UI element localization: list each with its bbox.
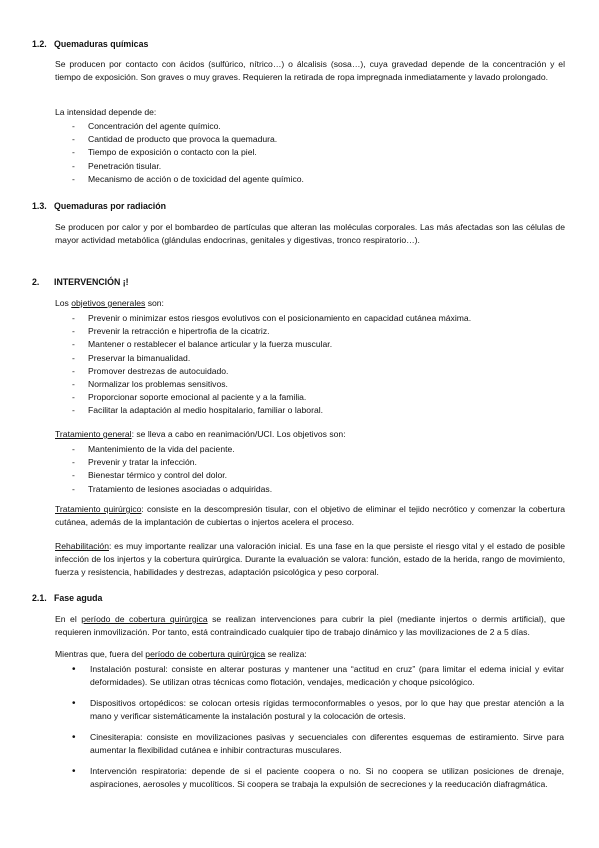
list-item: - Normalizar los problemas sensitivos.	[72, 378, 552, 391]
list-item: • Intervención respiratoria: depende de si el paciente coopera o no. Si no coopera se utilizan posiciones de drenaje, aspiraciones, aerosoles y mucolíticos. Si coopera se trabaja la expulsión de secreciones y la reeducación diafragmática.	[72, 765, 564, 791]
list-item: - Mantenimiento de la vida del paciente.	[72, 443, 552, 456]
list-item: - Mantener o restablecer el balance articular y la fuerza muscular.	[72, 338, 552, 351]
list-item: - Prevenir la retracción e hipertrofia de la cicatriz.	[72, 325, 552, 338]
section-number: 2.1.	[32, 593, 47, 603]
section-heading-1-2	[32, 38, 148, 51]
list-item: - Mecanismo de acción o de toxicidad del agente químico.	[72, 173, 552, 186]
list-item: - Preservar la bimanualidad.	[72, 352, 552, 365]
list-item: • Instalación postural: consiste en alterar posturas y mantener una “actitud en cruz” (para limitar el edema inicial y evitar deformidades). Se utilizan otras técnicas como flotación, vendajes, medicación y choque psicológico.	[72, 663, 564, 689]
section-heading-1-3	[32, 200, 166, 213]
general-treatment-term: Tratamiento general	[55, 429, 132, 439]
section-number: 2.	[32, 277, 40, 287]
section-title: INTERVENCIÓN ¡!	[54, 277, 129, 287]
list-item: - Tratamiento de lesiones asociadas o adquiridas.	[72, 483, 552, 496]
section-number: 1.3.	[32, 201, 47, 211]
objectives-list	[72, 312, 552, 418]
paragraph-radiation-burns: Se producen por calor y por el bombardeo de partículas que alteran las moléculas corporales. Las más afectadas son las células de mayor actividad metabólica (glándulas endocrinas, genitales y digestivas, tronco respiratorio…).	[55, 222, 565, 245]
objectives-term: objetivos generales	[71, 298, 146, 308]
outside-coverage-intro	[55, 648, 565, 661]
surgical-coverage-paragraph	[55, 613, 565, 639]
text: Mientras que, fuera del	[55, 649, 146, 659]
text: En el	[55, 614, 82, 624]
section-heading-2-1	[32, 592, 102, 605]
surgical-treatment-term: Tratamiento quirúrgico	[55, 504, 142, 514]
intensity-list	[72, 120, 552, 186]
intensity-label: La intensidad depende de:	[55, 107, 157, 117]
section-title: Quemaduras por radiación	[54, 201, 166, 211]
list-item: - Concentración del agente químico.	[72, 120, 552, 133]
text: se realiza:	[265, 649, 307, 659]
general-treatment-list	[72, 443, 552, 496]
paragraph-chemical-burns: Se producen por contacto con ácidos (sulfúrico, nítrico…) o álcalisis (sosa…), cuya gravedad depende de la concentración y el tiempo de exposición. Son graves o muy graves. Requieren la retirada de ropa impregnada inmediatamente y lavado prolongado.	[55, 59, 565, 82]
text: : es muy importante realizar una valoración inicial. Es una fase en la que persiste el riesgo vital y el estado de posible infección de los injertos y la cobertura quirúrgica. Durante la evaluación se valora: función, estado de la herida, rango de movimiento, fuerza y resistencia, habilidades y destrezas, adaptación psicológica y peso corporal.	[55, 541, 565, 577]
list-item: - Bienestar térmico y control del dolor.	[72, 469, 552, 482]
text: : se lleva a cabo en reanimación/UCI. Los objetivos son:	[131, 429, 346, 439]
section-heading-2	[32, 276, 129, 289]
rehabilitation-term: Rehabilitación	[55, 541, 109, 551]
objectives-intro	[55, 297, 565, 310]
list-item: - Promover destrezas de autocuidado.	[72, 365, 552, 378]
list-item: • Dispositivos ortopédicos: se colocan ortesis rígidas termoconformables o yesos, por lo que hay que prestar atención a la mano y verificar sistemáticamente la instalación postural y la colocación de ortesis.	[72, 697, 564, 723]
list-item: - Proporcionar soporte emocional al paciente y a la familia.	[72, 391, 552, 404]
acute-phase-list	[72, 663, 564, 791]
section-number: 1.2.	[32, 39, 47, 49]
list-item: - Prevenir o minimizar estos riesgos evolutivos con el posicionamiento en capacidad cutánea máxima.	[72, 312, 552, 325]
list-item: - Penetración tisular.	[72, 160, 552, 173]
list-item: - Prevenir y tratar la infección.	[72, 456, 552, 469]
list-item: - Facilitar la adaptación al medio hospitalario, familiar o laboral.	[72, 404, 552, 417]
general-treatment-intro	[55, 428, 565, 441]
section-title: Fase aguda	[54, 593, 103, 603]
list-item: - Cantidad de producto que provoca la quemadura.	[72, 133, 552, 146]
surgical-coverage-term: período de cobertura quirúrgica	[145, 649, 266, 659]
surgical-coverage-term: período de cobertura quirúrgica	[81, 614, 208, 624]
list-item: • Cinesiterapia: consiste en movilizaciones pasivas y secuenciales con diferentes esquemas de estiramiento. Sirve para aumentar la flexibilidad cutánea e inhibir contracturas musculares.	[72, 731, 564, 757]
list-item: - Tiempo de exposición o contacto con la piel.	[72, 146, 552, 159]
text: Los	[55, 298, 72, 308]
surgical-treatment-paragraph	[55, 503, 565, 529]
text: se realizan intervenciones para cubrir la piel (mediante injertos o dermis artificial), que requieren inmovilización. Por tanto, está contraindicado cualquier tipo de trabajo dinámico y las movilizaciones de 2 a 5 días.	[55, 614, 565, 637]
text: son:	[145, 298, 164, 308]
text: : consiste en la descompresión tisular, con el objetivo de eliminar el tejido necrótico y comenzar la cobertura cutánea, además de la implantación de cubiertas o injertos acelera el proceso.	[55, 504, 566, 527]
rehabilitation-paragraph	[55, 540, 565, 579]
section-title: Quemaduras químicas	[54, 39, 149, 49]
